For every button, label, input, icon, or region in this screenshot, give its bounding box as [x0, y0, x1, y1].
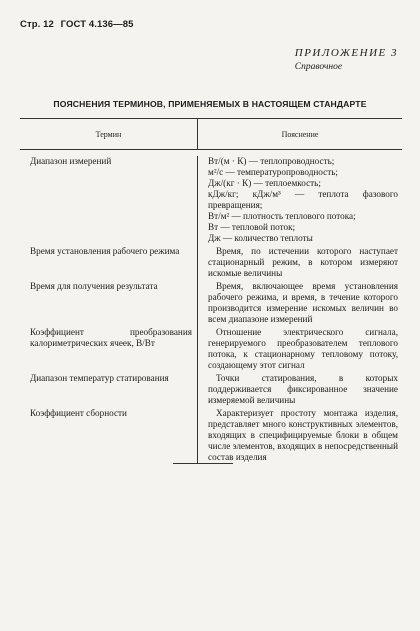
- explanation-cell: [197, 373, 402, 406]
- list-item: Вт/м² — плотность теплового потока;: [208, 211, 356, 221]
- term-cell: Коэффициент преобразования калориметрических ячеек, В/Вт: [30, 327, 192, 348]
- page-header: [20, 19, 133, 30]
- table-body: [20, 156, 402, 463]
- column-header-explanation: Пояснение: [281, 130, 319, 139]
- list-item: м²/с — температуропроводность;: [208, 167, 338, 177]
- appendix-title: ПРИЛОЖЕНИЕ 3: [294, 47, 398, 59]
- explanation-cell: [197, 408, 402, 463]
- list-item: Дж — количество теплоты: [208, 233, 313, 243]
- table-row: [20, 246, 402, 279]
- table-row: [20, 327, 402, 371]
- term-cell: Время установления рабочего режима: [30, 246, 180, 256]
- page-number: Стр. 12: [20, 19, 54, 30]
- unit-list: [208, 156, 398, 244]
- table-row: [20, 373, 402, 406]
- term-cell: Диапазон температур статирования: [30, 373, 169, 383]
- section-title: ПОЯСНЕНИЯ ТЕРМИНОВ, ПРИМЕНЯЕМЫХ В НАСТОЯЩЕМ СТАНДАРТЕ: [53, 99, 367, 109]
- table-row: [20, 156, 402, 244]
- terms-table: [20, 118, 402, 463]
- appendix-subtitle: Справочное: [294, 62, 343, 72]
- explanation-text: Точки статирования, в которых поддерживается фиксированное значение измеряемой величины: [208, 373, 398, 405]
- explanation-cell: [197, 327, 402, 371]
- explanation-text: Время, по истечении которого наступает стационарный режим, в котором измеряют искомые величины: [208, 246, 398, 278]
- end-rule: [173, 463, 233, 464]
- column-header-term: Термин: [95, 130, 122, 139]
- table-row: [20, 408, 402, 463]
- term-cell: Диапазон измерений: [30, 156, 112, 166]
- term-cell: Коэффициент сборности: [30, 408, 127, 418]
- list-item: кДж/кг; кДж/м³ — теплота фазового превращения;: [208, 189, 398, 210]
- explanation-cell: [197, 156, 402, 244]
- list-item: Вт/(м · К) — теплопроводность;: [208, 156, 335, 166]
- table-row: [20, 281, 402, 325]
- explanation-cell: [197, 246, 402, 279]
- list-item: Дж/(кг · К) — теплоемкость;: [208, 178, 321, 188]
- column-divider: [197, 156, 198, 463]
- standard-code: ГОСТ 4.136—85: [60, 19, 134, 30]
- table-header: [20, 118, 402, 150]
- term-cell: Время для получения результата: [30, 281, 158, 291]
- list-item: Вт — тепловой поток;: [208, 222, 296, 232]
- explanation-text: Отношение электрического сигнала, генерируемого преобразователем теплового потока, к стационарному тепловому потоку, создающему этот сигнал: [208, 327, 398, 370]
- appendix-block: [295, 46, 398, 74]
- explanation-text: Характеризует простоту монтажа изделия, представляет много конструктивных элементов, входящих в специфицируемые блоки в общем числе элементов, входящих в непосредственный состав изделия: [208, 408, 398, 462]
- explanation-text: Время, включающее время установления рабочего режима, и время, в течение которого производится измерение искомых величин во всем диапазоне измерений: [208, 281, 398, 324]
- explanation-cell: [197, 281, 402, 325]
